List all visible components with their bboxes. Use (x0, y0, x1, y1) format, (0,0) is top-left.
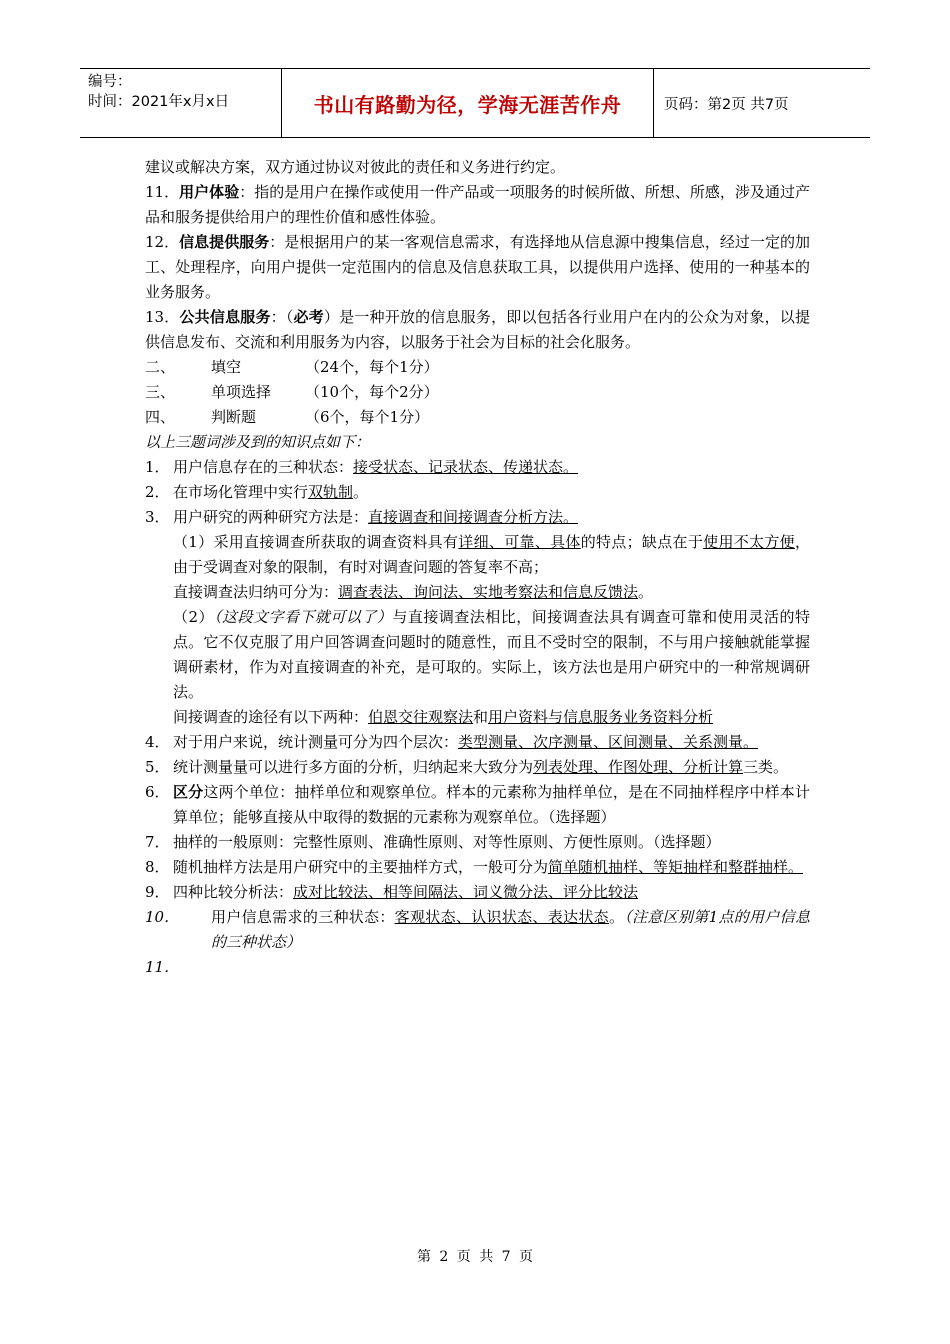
header-page-info: 页码：第2页 共7页 (664, 96, 789, 113)
item-text: 统计测量量可以进行多方面的分析，归纳起来大致分为 (173, 758, 534, 776)
item-text: 抽样的一般原则：完整性原则、准确性原则、对等性原则、方便性原则。（选择题） (173, 833, 721, 851)
item-term: 区分 (173, 783, 204, 801)
item-text: 的特点；缺点在于 (580, 533, 704, 551)
def-term: 用户体验 (179, 183, 240, 201)
sub-paragraph (145, 605, 810, 705)
item-key: 使用不太方便 (703, 533, 795, 551)
def-number: 13． (145, 308, 180, 326)
item-text: 。 (638, 583, 654, 601)
time-label: 时间：2021年x月x日 (88, 94, 230, 110)
item-text: 这两个单位：抽样单位和观察单位。样本的元素称为抽样单位，是在不同抽样程序中样本计算单位；能够直接从中取得的数据的元素称为观察单位。（选择题） (173, 783, 810, 826)
def-paren: ：（ (270, 308, 294, 326)
item-number: 4． (145, 733, 170, 751)
def-number: 11． (145, 183, 180, 201)
item-note: （注意区别第1点的用户信息的三种状态） (211, 908, 810, 951)
item-text: 。 (608, 908, 625, 926)
def-text: ）是一种开放的信息服务，即以包括各行业用户在内的公众为对象，以提供信息发布、交流和利用服务为内容，以服务于社会为目标的社会化服务。 (145, 308, 810, 351)
section-heading (145, 355, 810, 380)
item-text: 。 (353, 483, 369, 501)
item-text: 和 (473, 708, 489, 726)
item-text: 在市场化管理中实行 (173, 483, 309, 501)
item-key: 列表处理、作图处理、分析计算 (533, 758, 744, 776)
item-key: 简单随机抽样、等矩抽样和整群抽样。 (548, 858, 804, 876)
list-item (145, 855, 810, 880)
page-footer: 第 2 页 共 7 页 (416, 1249, 534, 1265)
definition-13 (145, 305, 810, 355)
sub-paragraph (145, 530, 810, 580)
def-number: 12． (145, 233, 180, 251)
code-label: 编号： (88, 74, 132, 90)
item-text: （1）采用直接调查所获取的调查资料具有 (173, 533, 459, 551)
header-meta (80, 69, 282, 137)
def-term: 公共信息服务 (179, 308, 271, 326)
item-key: 直接调查和间接调查分析方法。 (368, 508, 579, 526)
list-item (145, 730, 810, 755)
section-title: 判断题 (211, 408, 257, 426)
list-item (145, 480, 810, 505)
list-item (145, 455, 810, 480)
item-text: 随机抽样方法是用户研究中的主要抽样方式，一般可分为 (173, 858, 549, 876)
page-header (80, 68, 870, 138)
item-key: 用户资料与信息服务业务资料分析 (488, 708, 714, 726)
item-text: 四种比较分析法： (173, 883, 294, 901)
list-item (145, 755, 810, 780)
def-text: ：是根据用户的某一客观信息需求，有选择地从信息源中搜集信息，经过一定的加工、处理程序，向用户提供一定范围内的信息及信息获取工具，以提供用户选择、使用的一种基本的业务服务。 (145, 233, 810, 301)
section-heading (145, 380, 810, 405)
item-text: 直接调查法归纳可分为： (173, 583, 339, 601)
item-text: 间接调查的途径有以下两种： (173, 708, 369, 726)
item-number: 5． (145, 758, 170, 776)
list-item (145, 905, 810, 955)
section-number: 三、 (145, 383, 176, 401)
section-title: 单项选择 (211, 383, 272, 401)
item-number: 7． (145, 833, 170, 851)
list-item (145, 880, 810, 905)
item-number: 6． (145, 783, 170, 801)
def-text: ：指的是用户在操作或使用一件产品或一项服务的时候所做、所想、所感，涉及通过产品和服务提供给用户的理性价值和感性体验。 (145, 183, 810, 226)
header-motto: 书山有路勤为径，学海无涯苦作舟 (282, 69, 654, 137)
knowledge-intro: 以上三题词涉及到的知识点如下： (145, 433, 371, 451)
item-text: 对于用户来说，统计测量可分为四个层次： (173, 733, 459, 751)
section-note: （6个，每个1分） (305, 408, 430, 426)
item-number: 10． (145, 908, 180, 926)
list-item (145, 955, 810, 980)
item-key: 类型测量、次序测量、区间测量、关系测量。 (458, 733, 759, 751)
definition-12 (145, 230, 810, 305)
item-number: 9． (145, 883, 170, 901)
item-key: 成对比较法、相等间隔法、词义微分法、评分比较法 (293, 883, 639, 901)
section-title: 填空 (211, 358, 242, 376)
item-text: 用户信息存在的三种状态： (173, 458, 354, 476)
definition-11 (145, 180, 810, 230)
sub-paragraph (145, 705, 810, 730)
item-key: 双轨制 (308, 483, 354, 501)
item-number: 1． (145, 458, 170, 476)
must-exam-mark: 必考 (293, 308, 324, 326)
item-text: 与直接调查法相比，间接调查法具有调查可靠和使用灵活的特点。它不仅克服了用户回答调查问题时的随意性，而且不受时空的限制，不与用户接触就能掌握调研素材，作为对直接调查的补充，是可取的。实际上，该方法也是用户研究中的一种常规调研法。 (173, 608, 810, 701)
item-key: 调查表法、询问法、实地考察法和信息反馈法 (338, 583, 639, 601)
section-note: （24个，每个1分） (305, 358, 439, 376)
sub-paragraph (145, 580, 810, 605)
item-text: 用户信息需求的三种状态： (211, 908, 395, 926)
list-item (145, 505, 810, 530)
item-text: 三类。 (743, 758, 789, 776)
section-heading (145, 405, 810, 430)
list-item (145, 830, 810, 855)
item-text: （2） (173, 608, 215, 626)
item-text: 用户研究的两种研究方法是： (173, 508, 369, 526)
item-number: 8． (145, 858, 170, 876)
item-key: 伯恩交往观察法 (368, 708, 474, 726)
item-key: 接受状态、记录状态、传递状态。 (353, 458, 579, 476)
item-text: ，由于受调查对象的限制，有时对调查问题的答复率不高； (173, 533, 810, 576)
continued-text: 建议或解决方案，双方通过协议对彼此的责任和义务进行约定。 (145, 158, 566, 176)
section-number: 四、 (145, 408, 176, 426)
item-note: （这段文字看下就可以了） (214, 608, 393, 626)
section-number: 二、 (145, 358, 176, 376)
item-number: 2． (145, 483, 170, 501)
def-term: 信息提供服务 (179, 233, 270, 251)
list-item (145, 780, 810, 830)
document-body (145, 155, 810, 980)
item-number: 3． (145, 508, 170, 526)
item-key: 详细、可靠、具体 (458, 533, 581, 551)
item-number: 11． (145, 958, 180, 976)
section-note: （10个，每个2分） (305, 383, 439, 401)
item-key: 客观状态、认识状态、表达状态 (394, 908, 609, 926)
